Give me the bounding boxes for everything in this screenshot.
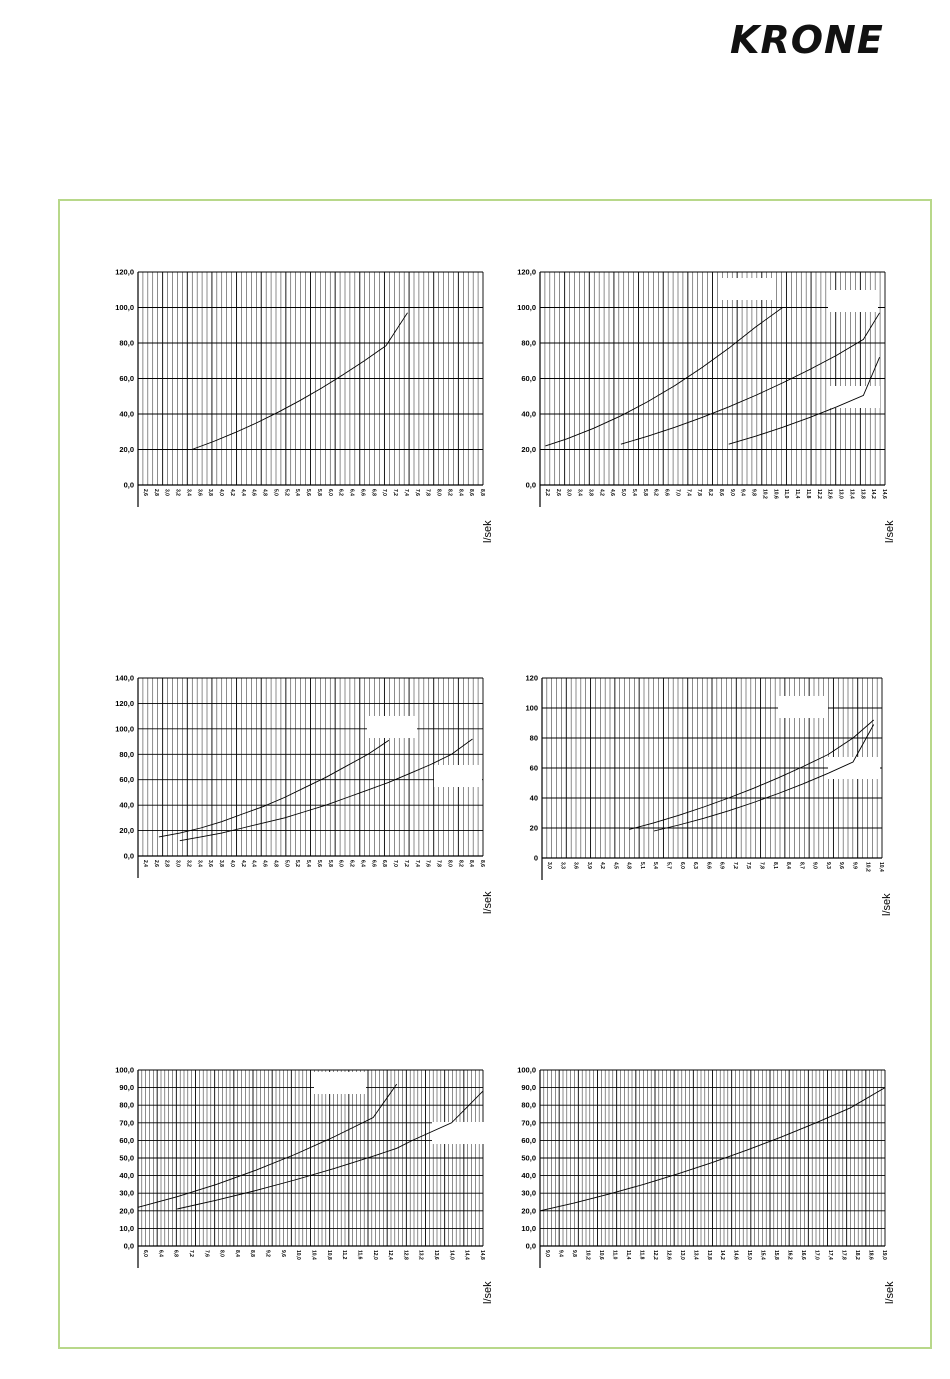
x-tick-label: 17,4	[827, 1250, 834, 1260]
x-tick-label: 5,4	[305, 860, 312, 867]
y-tick-label: 120,0	[115, 267, 134, 277]
x-tick-label: 15,4	[759, 1250, 766, 1260]
x-tick-label: 8,0	[446, 860, 453, 867]
y-tick-label: 0,0	[123, 480, 134, 490]
x-tick-label: 8,2	[446, 489, 453, 496]
y-tick-label: 20,0	[521, 445, 536, 454]
x-tick-label: 6,8	[370, 489, 377, 496]
x-tick-label: 10,2	[864, 862, 871, 872]
x-tick-label: 6,0	[678, 862, 685, 869]
legend-box	[314, 1072, 366, 1094]
x-tick-label: 10,2	[584, 1250, 591, 1260]
x-tick-label: 10,6	[772, 489, 779, 499]
x-tick-label: 7,8	[696, 489, 703, 496]
x-tick-label: 3,0	[174, 860, 181, 867]
x-tick-label: 4,4	[239, 489, 246, 496]
x-tick-label: 12,2	[815, 489, 822, 499]
chart-1	[80, 262, 500, 552]
y-tick-label: 90,0	[119, 1083, 134, 1093]
y-tick-label: 40,0	[119, 800, 134, 810]
x-tick-label: 9,6	[279, 1250, 286, 1257]
chart-5	[80, 1060, 500, 1310]
x-tick-label: 6,2	[337, 489, 344, 496]
x-tick-label: 8,4	[457, 489, 464, 496]
x-tick-label: 3,3	[559, 862, 566, 869]
x-tick-label: 9,2	[264, 1250, 271, 1257]
x-tick-label: 14,2	[719, 1250, 726, 1260]
y-tick-label: 0,0	[123, 851, 134, 861]
x-tick-label: 6,4	[348, 489, 355, 496]
x-tick-label: 6,0	[142, 1250, 148, 1257]
x-tick-label: 15,0	[746, 1250, 753, 1260]
series-line-1	[138, 1084, 397, 1207]
x-tick-label: 16,2	[786, 1250, 793, 1260]
y-tick-label: 80,0	[521, 1100, 536, 1110]
x-tick-label: 4,8	[272, 860, 279, 867]
x-tick-label: 13,8	[705, 1250, 712, 1260]
y-tick-label: 10,0	[119, 1223, 134, 1233]
x-tick-label: 3,4	[196, 860, 203, 867]
y-tick-label: 40	[529, 793, 538, 803]
x-tick-label: 2,8	[163, 860, 170, 867]
x-tick-label: 8,2	[707, 489, 714, 496]
x-tick-label: 7,8	[758, 862, 765, 869]
y-tick-label: 100	[525, 703, 538, 713]
series-line-1	[192, 313, 408, 450]
chart-4	[490, 668, 910, 923]
chart-2	[490, 262, 910, 552]
x-tick-label: 7,2	[402, 860, 409, 867]
x-tick-label: 8,6	[717, 489, 724, 496]
x-tick-label: 3,6	[196, 489, 203, 496]
x-tick-label: 5,6	[315, 860, 322, 867]
x-tick-label: 8,4	[785, 862, 792, 869]
x-unit-label: l/sek	[482, 891, 494, 914]
x-tick-label: 11,6	[356, 1250, 363, 1260]
x-tick-label: 7,2	[731, 862, 738, 869]
x-tick-label: 6,2	[348, 860, 355, 867]
x-tick-label: 2,2	[544, 489, 550, 496]
y-tick-label: 0,0	[525, 1241, 536, 1251]
x-tick-label: 4,8	[261, 489, 268, 496]
y-tick-label: 20,0	[521, 1206, 536, 1216]
x-unit-label: l/sek	[884, 520, 896, 543]
y-tick-label: 40,0	[521, 409, 536, 419]
x-tick-label: 12,0	[371, 1250, 378, 1260]
x-tick-label: 9,8	[750, 489, 757, 496]
x-tick-label: 17,8	[840, 1250, 847, 1260]
x-tick-label: 12,4	[387, 1250, 394, 1260]
x-tick-label: 10,4	[310, 1250, 317, 1260]
x-tick-label: 4,2	[598, 489, 605, 496]
y-tick-label: 60	[529, 763, 538, 773]
x-tick-label: 5,0	[620, 489, 627, 496]
x-tick-label: 2,6	[554, 489, 561, 496]
x-tick-label: 7,0	[392, 860, 399, 867]
x-tick-label: 8,0	[218, 1250, 225, 1257]
x-tick-label: 9,6	[838, 862, 845, 869]
x-tick-label: 11,8	[804, 489, 811, 499]
y-tick-label: 60,0	[119, 775, 134, 785]
x-tick-label: 2,4	[142, 860, 148, 867]
x-tick-label: 10,6	[597, 1250, 604, 1260]
x-tick-label: 14,6	[881, 489, 887, 499]
x-tick-label: 8,6	[468, 489, 475, 496]
y-tick-label: 80,0	[521, 338, 536, 348]
x-tick-label: 14,6	[732, 1250, 739, 1260]
x-tick-label: 5,2	[294, 860, 301, 867]
x-tick-label: 5,2	[283, 489, 290, 496]
x-tick-label: 5,8	[315, 489, 322, 496]
x-tick-label: 4,6	[609, 489, 616, 496]
x-unit-label: l/sek	[482, 1281, 494, 1304]
x-tick-label: 5,0	[283, 860, 290, 867]
x-tick-label: 6,8	[381, 860, 388, 867]
x-tick-label: 3,9	[585, 862, 592, 869]
y-tick-label: 0,0	[525, 480, 536, 490]
x-tick-label: 19,0	[881, 1250, 887, 1260]
y-tick-label: 80,0	[119, 1100, 134, 1110]
x-tick-label: 8,8	[479, 489, 485, 496]
y-tick-label: 80,0	[119, 338, 134, 348]
x-tick-label: 7,0	[674, 489, 681, 496]
x-tick-label: 4,4	[250, 860, 257, 867]
x-tick-label: 5,4	[652, 862, 659, 869]
x-tick-label: 10,0	[295, 1250, 302, 1260]
x-tick-label: 13,4	[848, 489, 855, 499]
x-tick-label: 13,2	[417, 1250, 424, 1260]
x-tick-label: 4,0	[218, 489, 225, 496]
x-tick-label: 9,8	[570, 1250, 577, 1257]
x-tick-label: 4,2	[228, 489, 235, 496]
x-tick-label: 4,2	[599, 862, 606, 869]
x-tick-label: 7,0	[381, 489, 388, 496]
x-tick-label: 14,8	[479, 1250, 485, 1260]
y-tick-label: 0	[533, 853, 538, 863]
x-unit-label: l/sek	[884, 1281, 896, 1304]
y-tick-label: 50,0	[521, 1153, 536, 1163]
legend-box	[828, 290, 878, 312]
y-tick-label: 40,0	[119, 1171, 134, 1181]
x-tick-label: 13,0	[837, 489, 844, 499]
x-tick-label: 6,6	[663, 489, 670, 496]
x-tick-label: 9,3	[824, 862, 831, 869]
x-tick-label: 7,4	[685, 489, 692, 496]
x-tick-label: 6,6	[370, 860, 377, 867]
x-tick-label: 5,4	[294, 489, 301, 496]
x-tick-label: 6,6	[705, 862, 712, 869]
x-tick-label: 8,0	[435, 489, 442, 496]
x-tick-label: 7,6	[413, 489, 420, 496]
y-tick-label: 60,0	[521, 1135, 536, 1145]
x-tick-label: 5,4	[630, 489, 637, 496]
x-tick-label: 9,0	[544, 1250, 550, 1257]
x-tick-label: 3,8	[218, 860, 225, 867]
y-tick-label: 30,0	[119, 1188, 134, 1198]
x-tick-label: 6,4	[359, 860, 366, 867]
x-tick-label: 6,0	[337, 860, 344, 867]
x-tick-label: 9,9	[851, 862, 858, 869]
x-tick-label: 18,2	[854, 1250, 861, 1260]
x-tick-label: 9,0	[728, 489, 735, 496]
x-tick-label: 2,6	[152, 860, 159, 867]
series-line-1	[159, 740, 389, 837]
y-tick-label: 100,0	[517, 303, 536, 312]
x-tick-label: 6,3	[692, 862, 699, 869]
x-tick-label: 17,0	[813, 1250, 820, 1260]
x-tick-label: 8,2	[457, 860, 464, 867]
legend-box	[722, 278, 774, 300]
x-tick-label: 3,4	[185, 489, 192, 496]
x-unit-label: l/sek	[482, 520, 494, 543]
x-tick-label: 11,4	[794, 489, 801, 499]
x-tick-label: 2,8	[152, 489, 159, 496]
x-tick-label: 5,6	[305, 489, 312, 496]
x-tick-label: 7,4	[413, 860, 420, 867]
x-tick-label: 2,6	[142, 489, 148, 496]
y-tick-label: 20,0	[119, 445, 134, 454]
x-tick-label: 14,4	[463, 1250, 470, 1260]
x-tick-label: 8,1	[771, 862, 778, 869]
chart-3	[80, 668, 500, 923]
y-tick-label: 10,0	[521, 1223, 536, 1233]
y-tick-label: 70,0	[521, 1118, 536, 1128]
legend-box	[367, 716, 417, 738]
x-tick-label: 7,5	[745, 862, 752, 869]
y-tick-label: 60,0	[119, 374, 134, 383]
y-tick-label: 120,0	[115, 698, 134, 708]
x-tick-label: 3,0	[546, 862, 552, 869]
legend-box	[432, 1122, 484, 1144]
x-tick-label: 3,0	[163, 489, 170, 496]
y-tick-label: 100,0	[517, 1065, 536, 1075]
x-tick-label: 13,6	[433, 1250, 440, 1260]
y-tick-label: 50,0	[119, 1153, 134, 1163]
x-tick-label: 4,6	[250, 489, 257, 496]
x-tick-label: 12,8	[402, 1250, 409, 1260]
krone-logo: KRONE	[730, 18, 884, 62]
x-tick-label: 9,0	[811, 862, 818, 869]
y-tick-label: 0,0	[123, 1241, 134, 1251]
x-tick-label: 7,6	[424, 860, 431, 867]
x-tick-label: 3,8	[207, 489, 214, 496]
chart-6	[490, 1060, 910, 1310]
x-tick-label: 11,2	[341, 1250, 348, 1260]
x-tick-label: 4,5	[612, 862, 619, 869]
x-unit-label: l/sek	[881, 893, 893, 916]
x-tick-label: 5,7	[665, 862, 672, 869]
x-tick-label: 15,8	[773, 1250, 780, 1260]
x-tick-label: 6,4	[157, 1250, 164, 1257]
x-tick-label: 3,2	[174, 489, 181, 496]
x-tick-label: 11,0	[783, 489, 790, 499]
x-tick-label: 4,6	[261, 860, 268, 867]
x-tick-label: 8,7	[798, 862, 805, 869]
legend-box	[778, 696, 828, 718]
y-tick-label: 40,0	[521, 1171, 536, 1181]
x-tick-label: 6,6	[359, 489, 366, 496]
y-tick-label: 40,0	[119, 409, 134, 419]
x-tick-label: 5,8	[641, 489, 648, 496]
y-tick-label: 100,0	[115, 303, 134, 312]
x-tick-label: 13,4	[692, 1250, 699, 1260]
x-tick-label: 6,9	[718, 862, 725, 869]
x-tick-label: 12,6	[665, 1250, 672, 1260]
x-tick-label: 10,8	[325, 1250, 332, 1260]
x-tick-label: 4,8	[625, 862, 632, 869]
x-tick-label: 9,4	[557, 1250, 564, 1257]
x-tick-label: 6,0	[326, 489, 333, 496]
x-tick-label: 7,2	[187, 1250, 194, 1257]
legend-box	[434, 765, 482, 787]
y-tick-label: 20,0	[119, 1206, 134, 1216]
y-tick-label: 120	[525, 673, 538, 683]
x-tick-label: 7,6	[203, 1250, 210, 1257]
x-tick-label: 3,8	[587, 489, 594, 496]
x-tick-label: 6,8	[172, 1250, 179, 1257]
x-tick-label: 6,2	[652, 489, 659, 496]
x-tick-label: 4,2	[239, 860, 246, 867]
x-tick-label: 7,8	[424, 489, 431, 496]
x-tick-label: 13,0	[678, 1250, 685, 1260]
x-tick-label: 8,6	[479, 860, 485, 867]
y-tick-label: 80	[529, 733, 538, 743]
y-tick-label: 20	[529, 823, 538, 833]
y-tick-label: 20,0	[119, 826, 134, 836]
y-tick-label: 70,0	[119, 1118, 134, 1128]
x-tick-label: 14,0	[448, 1250, 455, 1260]
x-tick-label: 3,2	[185, 860, 192, 867]
legend-box	[830, 386, 880, 408]
x-tick-label: 12,6	[826, 489, 833, 499]
x-tick-label: 3,6	[207, 860, 214, 867]
y-tick-label: 120,0	[517, 267, 536, 277]
x-tick-label: 12,2	[651, 1250, 658, 1260]
x-tick-label: 5,1	[638, 862, 645, 869]
x-tick-label: 10,2	[761, 489, 768, 499]
x-tick-label: 13,8	[859, 489, 866, 499]
x-tick-label: 3,4	[576, 489, 583, 496]
x-tick-label: 11,4	[624, 1250, 631, 1260]
y-tick-label: 140,0	[115, 673, 134, 683]
x-tick-label: 7,8	[435, 860, 442, 867]
x-tick-label: 3,6	[572, 862, 579, 869]
x-tick-label: 7,4	[402, 489, 409, 496]
y-tick-label: 90,0	[521, 1083, 536, 1093]
y-tick-label: 80,0	[119, 749, 134, 759]
x-tick-label: 9,4	[739, 489, 746, 496]
y-tick-label: 60,0	[119, 1135, 134, 1145]
y-tick-label: 60,0	[521, 374, 536, 383]
x-tick-label: 16,6	[800, 1250, 807, 1260]
x-tick-label: 14,2	[870, 489, 877, 499]
x-tick-label: 8,8	[249, 1250, 256, 1257]
x-tick-label: 5,0	[272, 489, 279, 496]
y-tick-label: 100,0	[115, 1065, 134, 1075]
x-tick-label: 8,4	[468, 860, 475, 867]
x-tick-label: 11,0	[611, 1250, 618, 1260]
x-tick-label: 18,6	[867, 1250, 874, 1260]
x-tick-label: 10,4	[878, 862, 884, 872]
y-tick-label: 100,0	[115, 724, 134, 734]
y-tick-label: 30,0	[521, 1188, 536, 1198]
x-tick-label: 8,4	[233, 1250, 240, 1257]
x-tick-label: 11,8	[638, 1250, 645, 1260]
x-tick-label: 3,0	[565, 489, 572, 496]
x-tick-label: 5,8	[326, 860, 333, 867]
x-tick-label: 7,2	[392, 489, 399, 496]
x-tick-label: 4,0	[228, 860, 235, 867]
